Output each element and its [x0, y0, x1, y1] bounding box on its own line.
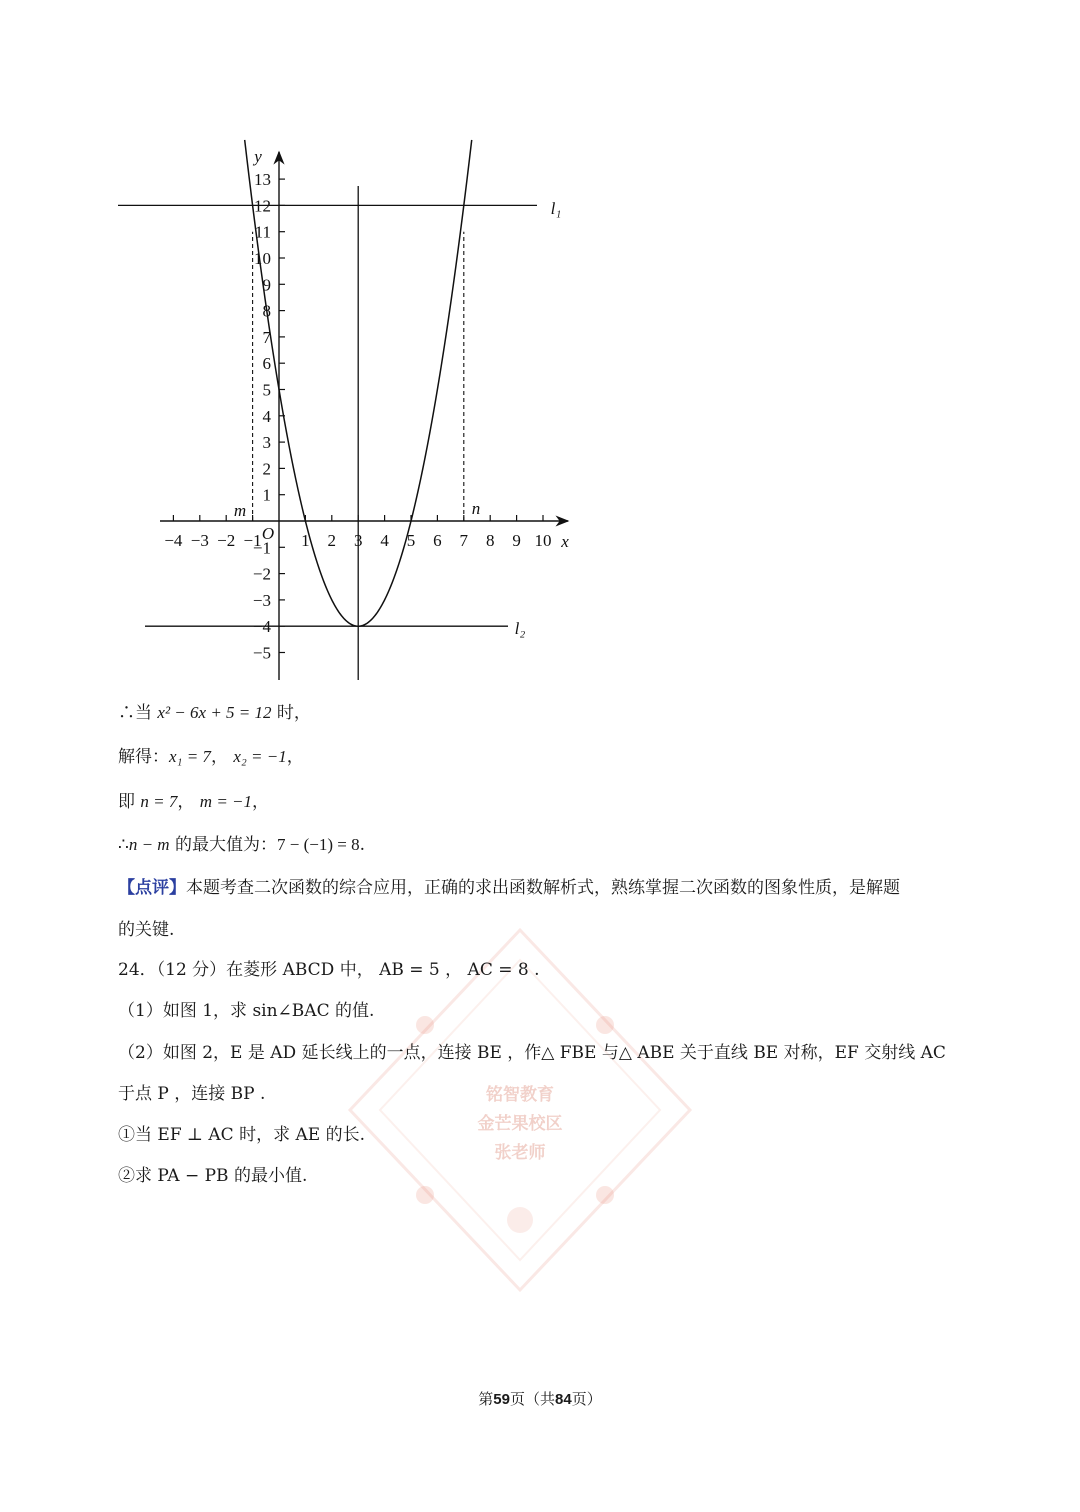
x-tick-label: 3 — [353, 531, 363, 550]
page-number: 59 — [493, 1391, 510, 1408]
text: 即 — [118, 792, 141, 812]
origin-label: O — [261, 524, 275, 543]
x-tick-label: 1 — [301, 531, 310, 550]
text: ， — [177, 792, 195, 812]
text: 的最大值为： — [169, 835, 277, 855]
y-tick-label: 8 — [262, 301, 271, 321]
text: ， — [252, 792, 270, 812]
equation: x₂ = −1 — [233, 747, 287, 766]
y-tick-label: 4 — [262, 406, 271, 426]
solution-line-1 — [118, 700, 311, 726]
x-tick-label: 8 — [485, 531, 495, 550]
x-tick-label: −4 — [164, 531, 183, 550]
x-tick-label: 7 — [459, 531, 469, 550]
y-tick-label: 10 — [254, 249, 271, 268]
y-tick-label: 6 — [262, 354, 271, 374]
text: . — [359, 835, 365, 855]
total-pages: 84 — [555, 1391, 572, 1408]
comment-text: 的关键. — [118, 920, 175, 940]
x-tick-label: −3 — [190, 531, 209, 550]
equation: x₁ = 7 — [169, 747, 211, 766]
y-tick-label: −5 — [252, 643, 271, 663]
watermark-line1: 铭智教育 — [486, 1085, 554, 1105]
problem-line-5: ①当 EF ⊥ AC 时，求 AE 的长. — [118, 1125, 365, 1145]
problem-line-3: （2）如图 2，E 是 AD 延长线上的一点，连接 BE ，作△ FBE 与△ ABE 关于直线 BE 对称，EF 交射线 AC — [118, 1043, 946, 1063]
y-tick-label: 2 — [262, 459, 271, 479]
y-tick-label: −2 — [252, 564, 271, 584]
footer-text: 第 — [478, 1390, 494, 1408]
y-tick-label: 12 — [254, 196, 271, 216]
problem-line-4: 于点 P ，连接 BP . — [118, 1084, 266, 1104]
y-tick-label: 13 — [254, 170, 271, 190]
comment-text: 本题考查二次函数的综合应用，正确的求出函数解析式，熟练掌握二次函数的图象性质，是解题 — [186, 878, 900, 898]
y-tick-label: 9 — [262, 275, 271, 295]
x-tick-label: −1 — [243, 531, 262, 550]
x-tick-label: 5 — [406, 531, 416, 550]
equation: n − m — [128, 835, 170, 854]
footer-text: 页） — [571, 1390, 602, 1408]
footer-text: 页（共 — [509, 1390, 555, 1408]
comment-tag: 【点评】 — [118, 878, 186, 898]
text: ， — [210, 747, 228, 767]
text: 时， — [271, 703, 311, 723]
y-tick-label: −3 — [252, 590, 271, 610]
page-footer — [0, 1388, 1080, 1409]
x-axis-label: x — [561, 532, 569, 551]
solution-line-2 — [118, 744, 304, 770]
text: ∴当 — [118, 703, 158, 723]
equation: m = −1 — [199, 792, 253, 811]
equation: x² − 6x + 5 = 12 — [157, 703, 272, 722]
n-label: n — [471, 499, 481, 518]
text: 解得： — [118, 747, 169, 767]
l2-label: l₂ — [514, 619, 526, 638]
watermark-line3: 张老师 — [494, 1143, 546, 1163]
equation: 7 − (−1) = 8 — [276, 835, 360, 854]
x-tick-label: 10 — [534, 531, 552, 550]
m-label: m — [233, 501, 247, 520]
problem-line-1: 24．（12 分）在菱形 ABCD 中， AB = 5 ， AC = 8 . — [118, 960, 540, 980]
solution-line-3 — [118, 789, 269, 815]
x-tick-label: 2 — [327, 531, 337, 550]
problem-line-6: ②求 PA − PB 的最小值. — [118, 1166, 308, 1186]
problem-line-2: （1）如图 1，求 sin∠BAC 的值. — [118, 1001, 375, 1021]
y-axis-label: y — [254, 147, 262, 166]
y-tick-label: −4 — [252, 617, 271, 637]
equation: n = 7 — [140, 792, 178, 811]
x-tick-label: 4 — [380, 531, 389, 550]
text: ∴ — [118, 835, 129, 855]
solution-line-4 — [118, 832, 365, 858]
x-tick-label: 9 — [512, 531, 521, 550]
comment-line-1 — [118, 875, 900, 901]
parabola-graph — [0, 0, 1080, 700]
y-tick-label: 5 — [262, 380, 271, 400]
y-tick-label: −1 — [252, 538, 271, 558]
watermark-line2: 金芒果校区 — [477, 1114, 563, 1134]
y-tick-label: 1 — [262, 485, 271, 505]
text: ， — [286, 747, 304, 767]
y-tick-label: 11 — [254, 222, 271, 242]
l1-label: l₁ — [550, 199, 562, 218]
y-tick-label: 3 — [262, 433, 271, 453]
y-tick-label: 7 — [262, 327, 271, 347]
comment-line-2 — [118, 917, 174, 943]
x-tick-label: −2 — [217, 531, 236, 550]
x-tick-label: 6 — [433, 531, 442, 550]
